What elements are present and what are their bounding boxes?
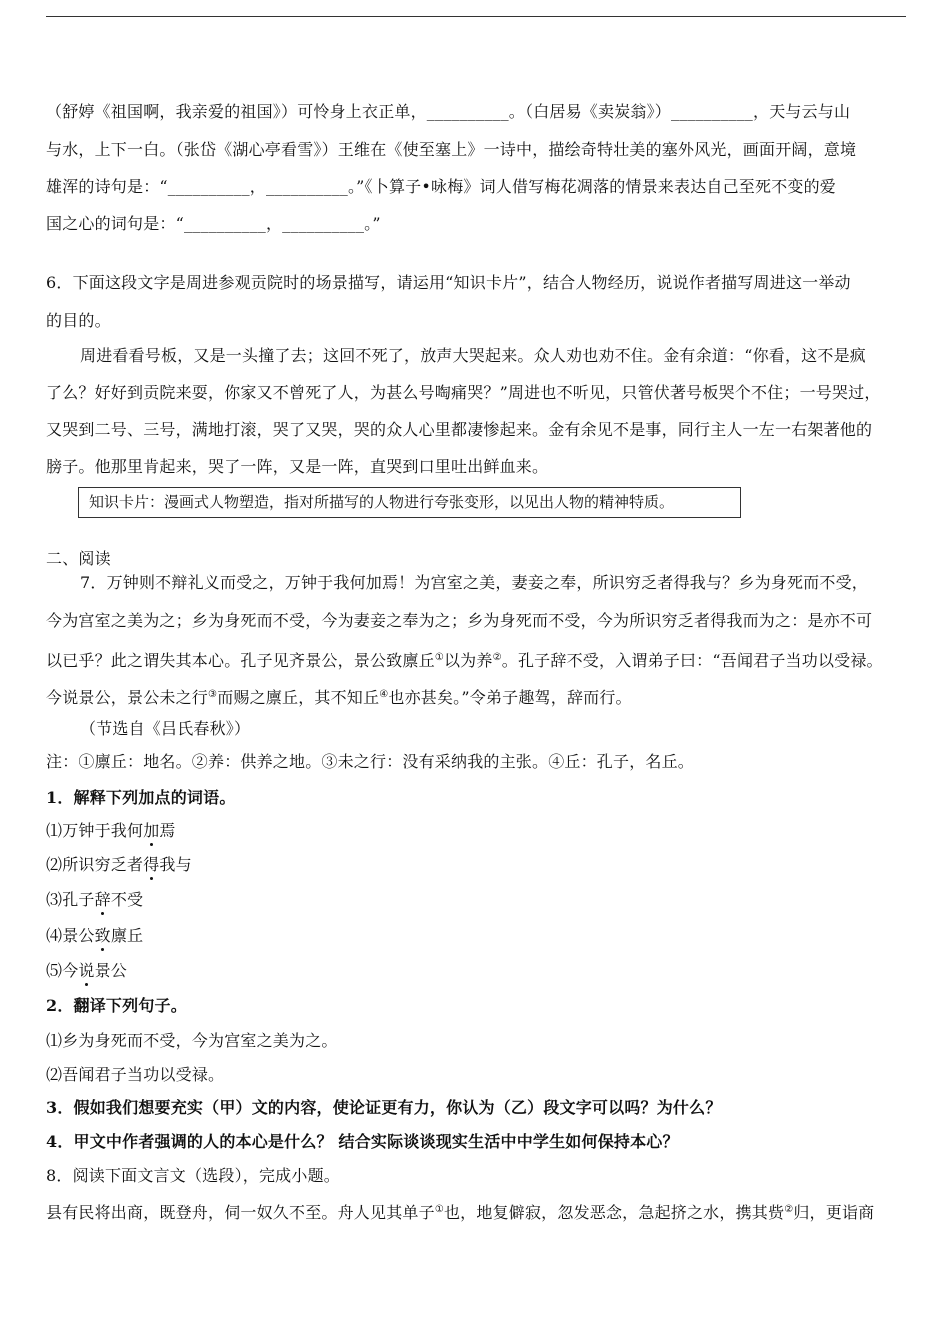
sub-item [46, 821, 916, 841]
source-citation: （节选自《吕氏春秋》） [80, 719, 251, 738]
text-span: 归，更诣商 [793, 1203, 875, 1222]
passage-line: 周进看看号板，又是一头撞了去；这回不死了，放声大哭起来。众人劝也劝不住。金有余道：“你看，这不是疯 [80, 346, 866, 365]
text-span: ⑵所识穷乏者 [46, 855, 144, 874]
question-7-text: 7．万钟则不辩礼义而受之，万钟于我何加焉！为宫室之美，妻妾之奉，所识穷乏者得我与？乡为身死而不受， [80, 573, 868, 592]
section-heading: 二、阅读 [46, 549, 111, 568]
text-span: ⑴万钟于我何 [46, 821, 144, 840]
text-span: 廪丘 [110, 926, 144, 945]
text-line: （舒婷《祖国啊，我亲爱的祖国》）可怜身上衣正单，__________。（白居易《卖炭翁》）__________，天与云与山 [46, 102, 851, 121]
passage-line: 又哭到二号、三号，满地打滚，哭了又哭，哭的众人心里都凄惨起来。金有余见不是事，同行主人一左一右架著他的 [46, 420, 873, 439]
sub-item [46, 855, 916, 875]
text-span: ⑶孔子 [46, 890, 95, 909]
text-span: 今说景公，景公未之行 [46, 688, 209, 707]
question-6-prompt-cont: 的目的。 [46, 311, 111, 330]
question-8-text [46, 1200, 916, 1223]
text-span: 不受 [110, 890, 144, 909]
footnote-mark: ② [492, 652, 502, 663]
text-line: 与水，上下一白。（张岱《湖心亭看雪》）王维在《使至塞上》一诗中，描绘奇特壮美的塞外风光，画面开阔，意境 [46, 140, 857, 159]
sub-item [46, 961, 916, 981]
knowledge-card: 知识卡片：漫画式人物塑造，指对所描写的人物进行夸张变形，以见出人物的精神特质。 [78, 487, 741, 518]
text-line: 国之心的词句是：“__________，__________。” [46, 214, 381, 233]
dotted-word: 致 [94, 926, 111, 945]
top-rule [46, 16, 906, 17]
question-text: 3．假如我们想要充实（甲）文的内容，使论证更有力，你认为（乙）段文字可以吗？为什么？ [46, 1098, 722, 1117]
sub-question-4 [46, 1132, 916, 1152]
sub-question-1: 1．解释下列加点的词语。 [46, 788, 236, 807]
footnote-mark: ① [434, 1204, 444, 1215]
text-span: 。孔子辞不受，入谓弟子曰：“吾闻君子当功以受禄。 [501, 651, 883, 670]
sub-item: ⑵吾闻君子当功以受禄。 [46, 1065, 225, 1084]
text-span: 以已乎？此之谓失其本心。孔子见齐景公，景公致廪丘 [46, 651, 435, 670]
passage-line: 膀子。他那里肯起来，哭了一阵，又是一阵，直哭到口里吐出鲜血来。 [46, 457, 549, 476]
text-span: 我与 [159, 855, 192, 874]
sub-item [46, 926, 916, 946]
sub-question-3 [46, 1098, 916, 1118]
footnote-mark: ④ [379, 689, 389, 700]
footnotes: 注：①廪丘：地名。②养：供养之地。③未之行：没有采纳我的主张。④丘：孔子，名丘。 [46, 752, 695, 771]
question-6-prompt: 6．下面这段文字是周进参观贡院时的场景描写，请运用“知识卡片”，结合人物经历，说说作者描写周进这一举动 [46, 273, 851, 292]
text-span: 也，地复僻寂，忽发恶念，急起挤之水，携其赀 [443, 1203, 785, 1222]
question-7-text [46, 648, 916, 671]
question-7-text [46, 685, 916, 708]
dotted-word: 说 [78, 961, 95, 980]
text-span: 景公 [94, 961, 128, 980]
question-text: 4．甲文中作者强调的人的本心是什么？ 结合实际谈谈现实生活中中学生如何保持本心？ [46, 1132, 679, 1151]
footnote-mark: ② [784, 1204, 794, 1215]
question-7-text: 今为宫室之美为之；乡为身死而不受，今为妻妾之奉为之；乡为身死而不受，今为所识穷乏者得我而为之：是亦不可 [46, 611, 873, 630]
question-8-prompt: 8．阅读下面文言文（选段），完成小题。 [46, 1166, 340, 1185]
text-span: 而赐之廪丘，其不知丘 [217, 688, 380, 707]
sub-item [46, 890, 916, 910]
sub-question-2: 2．翻译下列句子。 [46, 996, 187, 1015]
text-span: ⑷景公 [46, 926, 95, 945]
passage-line: 了么？好好到贡院来耍，你家又不曾死了人，为甚么号啕痛哭？”周进也不听见，只管伏著号板哭个不住；一号哭过， [46, 383, 881, 402]
dotted-word: 辞 [94, 890, 111, 909]
footnote-mark: ① [434, 652, 444, 663]
dotted-word: 得 [143, 855, 160, 874]
text-span: 县有民将出商，既登舟，伺一奴久不至。舟人见其单子 [46, 1203, 435, 1222]
text-span: 以为养 [443, 651, 493, 670]
sub-item: ⑴乡为身死而不受，今为宫室之美为之。 [46, 1031, 338, 1050]
dotted-word: 加 [143, 821, 160, 840]
text-line: 雄浑的诗句是：“__________，__________。”《卜算子•咏梅》词人借写梅花凋落的情景来表达自己至死不变的爱 [46, 177, 836, 196]
text-span: ⑸今 [46, 961, 79, 980]
text-span: 焉 [159, 821, 176, 840]
footnote-mark: ③ [208, 689, 218, 700]
text-span: 也亦甚矣。”令弟子趣驾，辞而行。 [388, 688, 632, 707]
